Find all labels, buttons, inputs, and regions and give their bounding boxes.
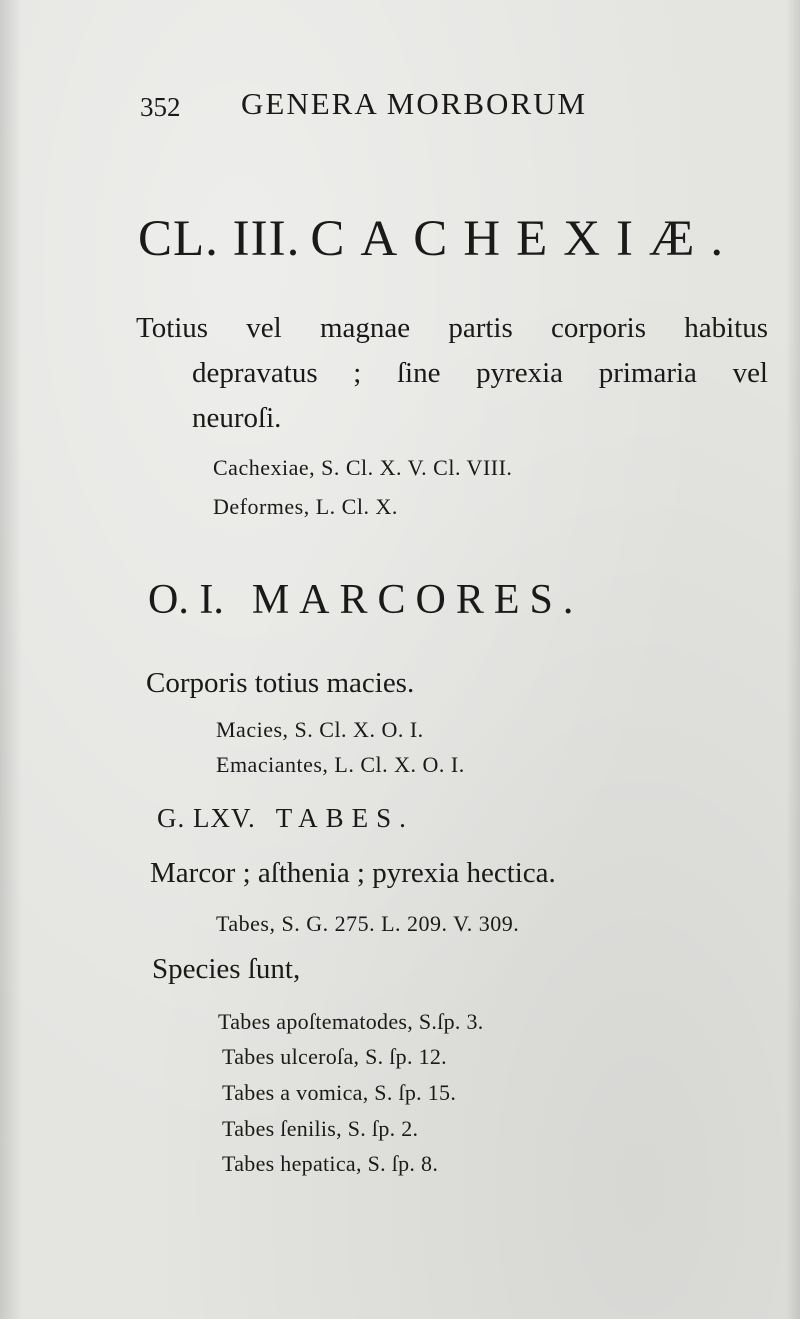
class-name: CACHEXIÆ. xyxy=(310,211,740,267)
genus-heading xyxy=(157,803,414,834)
class-definition-line: neuroſi. xyxy=(192,402,282,434)
genus-reference: Tabes, S. G. 275. L. 209. V. 309. xyxy=(216,911,520,936)
class-definition-line: depravatus ; ſine pyrexia primaria vel xyxy=(192,357,768,389)
class-definition-line: Totius vel magnae partis corporis habitus xyxy=(136,312,768,344)
order-name: MARCORES. xyxy=(251,577,584,623)
page-number: 352 xyxy=(140,92,181,122)
species-heading: Species ſunt, xyxy=(152,953,301,985)
genus-name: TABES. xyxy=(275,803,414,833)
running-head: GENERA MORBORUM xyxy=(241,86,588,121)
page-shadow-right xyxy=(786,0,800,1319)
page-shadow-left xyxy=(0,0,22,1319)
species-item: Tabes ſenilis, S. ſp. 2. xyxy=(222,1116,419,1141)
species-item: Tabes apoſtematodes, S.ſp. 3. xyxy=(218,1009,484,1034)
class-label: CL. III. xyxy=(138,211,301,267)
class-reference: Deformes, L. Cl. X. xyxy=(213,494,398,519)
species-item: Tabes ulceroſa, S. ſp. 12. xyxy=(222,1044,447,1069)
species-item: Tabes a vomica, S. ſp. 15. xyxy=(222,1080,457,1105)
order-reference: Macies, S. Cl. X. O. I. xyxy=(216,717,424,742)
order-definition: Corporis totius macies. xyxy=(146,667,415,699)
species-item: Tabes hepatica, S. ſp. 8. xyxy=(222,1151,439,1176)
class-heading xyxy=(138,210,739,268)
class-reference: Cachexiae, S. Cl. X. V. Cl. VIII. xyxy=(213,455,513,480)
order-heading xyxy=(148,576,583,624)
genus-label: G. LXV. xyxy=(157,803,256,833)
order-label: O. I. xyxy=(148,577,224,623)
genus-definition: Marcor ; aſthenia ; pyrexia hectica. xyxy=(150,857,556,889)
order-reference: Emaciantes, L. Cl. X. O. I. xyxy=(216,752,465,777)
